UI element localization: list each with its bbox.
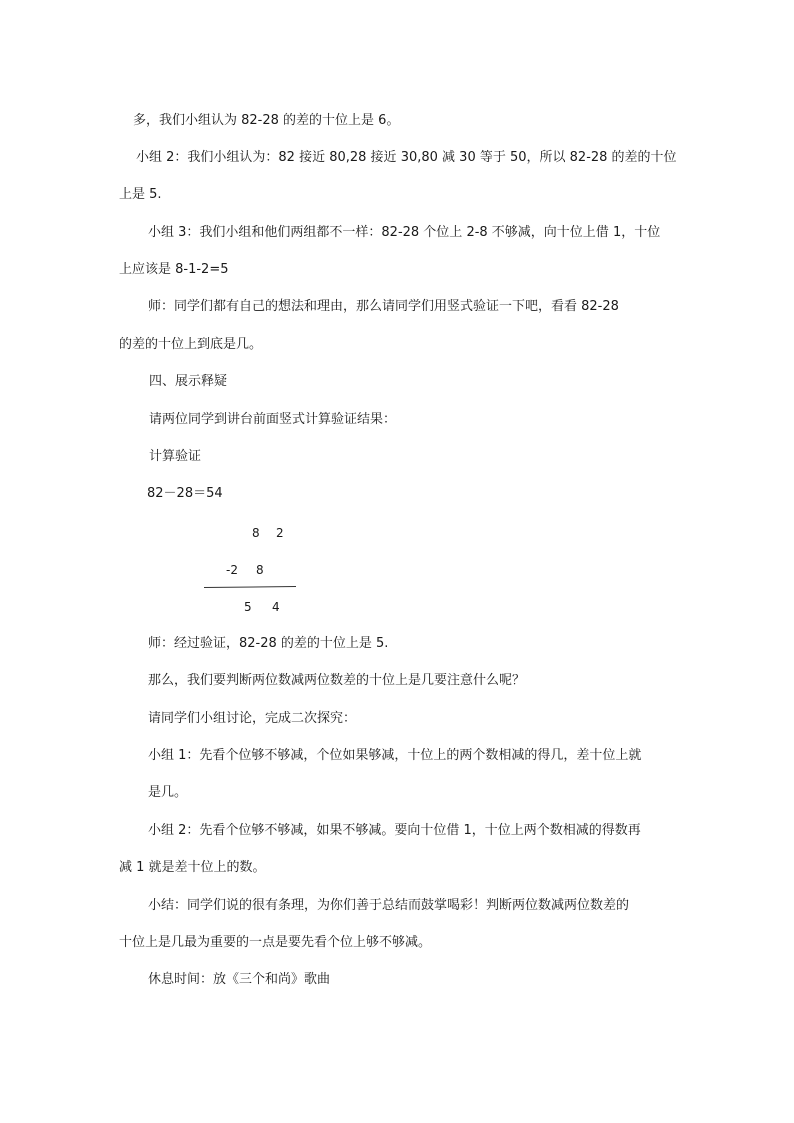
paragraph-line-2: 小组 2：我们小组认为：82 接近 80,28 接近 30,80 减 30 等于 50，所以 82-28 的差的十位 [136, 150, 677, 165]
minuend-tens: 8 [252, 526, 260, 540]
result-tens: 5 [244, 600, 252, 614]
paragraph-line-16: 是几。 [148, 785, 188, 800]
subtrahend-tens: -2 [226, 563, 238, 577]
calculation-rule-line [204, 586, 296, 588]
paragraph-line-20: 十位上是几最为重要的一点是要先看个位上够不够减。 [119, 935, 432, 950]
equation-line: 82－28＝54 [147, 486, 223, 501]
paragraph-line-5: 上应该是 8-1-2=5 [119, 262, 229, 277]
paragraph-line-6: 师：同学们都有自己的想法和理由，那么请同学们用竖式验证一下吧，看看 82-28 [148, 299, 619, 314]
paragraph-line-12: 师：经过验证，82-28 的差的十位上是 5. [148, 636, 389, 651]
paragraph-line-7: 的差的十位上到底是几。 [119, 337, 263, 352]
result-ones: 4 [272, 600, 280, 614]
paragraph-line-19: 小结：同学们说的很有条理，为你们善于总结而鼓掌喝彩！判断两位数减两位数差的 [148, 898, 630, 913]
paragraph-line-3: 上是 5. [119, 187, 162, 202]
paragraph-line-4: 小组 3：我们小组和他们两组都不一样：82-28 个位上 2-8 不够减，向十位上借 1，十位 [148, 225, 661, 240]
section-heading: 四、展示释疑 [149, 374, 228, 389]
paragraph-line-1: 多，我们小组认为 82-28 的差的十位上是 6。 [133, 113, 400, 128]
paragraph-line-15: 小组 1：先看个位够不够减，个位如果够减，十位上的两个数相减的得几，差十位上就 [148, 748, 642, 763]
paragraph-line-18: 减 1 就是差十位上的数。 [119, 860, 266, 875]
paragraph-line-10: 计算验证 [149, 449, 202, 464]
paragraph-line-17: 小组 2：先看个位够不够减，如果不够减。要向十位借 1，十位上两个数相减的得数再 [148, 823, 641, 838]
paragraph-line-13: 那么，我们要判断两位数减两位数差的十位上是几要注意什么呢？ [148, 673, 526, 688]
paragraph-line-14: 请同学们小组讨论，完成二次探究： [148, 711, 357, 726]
minuend-ones: 2 [276, 526, 284, 540]
subtrahend-ones: 8 [256, 563, 264, 577]
paragraph-line-21: 休息时间：放《三个和尚》歌曲 [148, 972, 331, 987]
paragraph-line-9: 请两位同学到讲台前面竖式计算验证结果： [149, 412, 397, 427]
